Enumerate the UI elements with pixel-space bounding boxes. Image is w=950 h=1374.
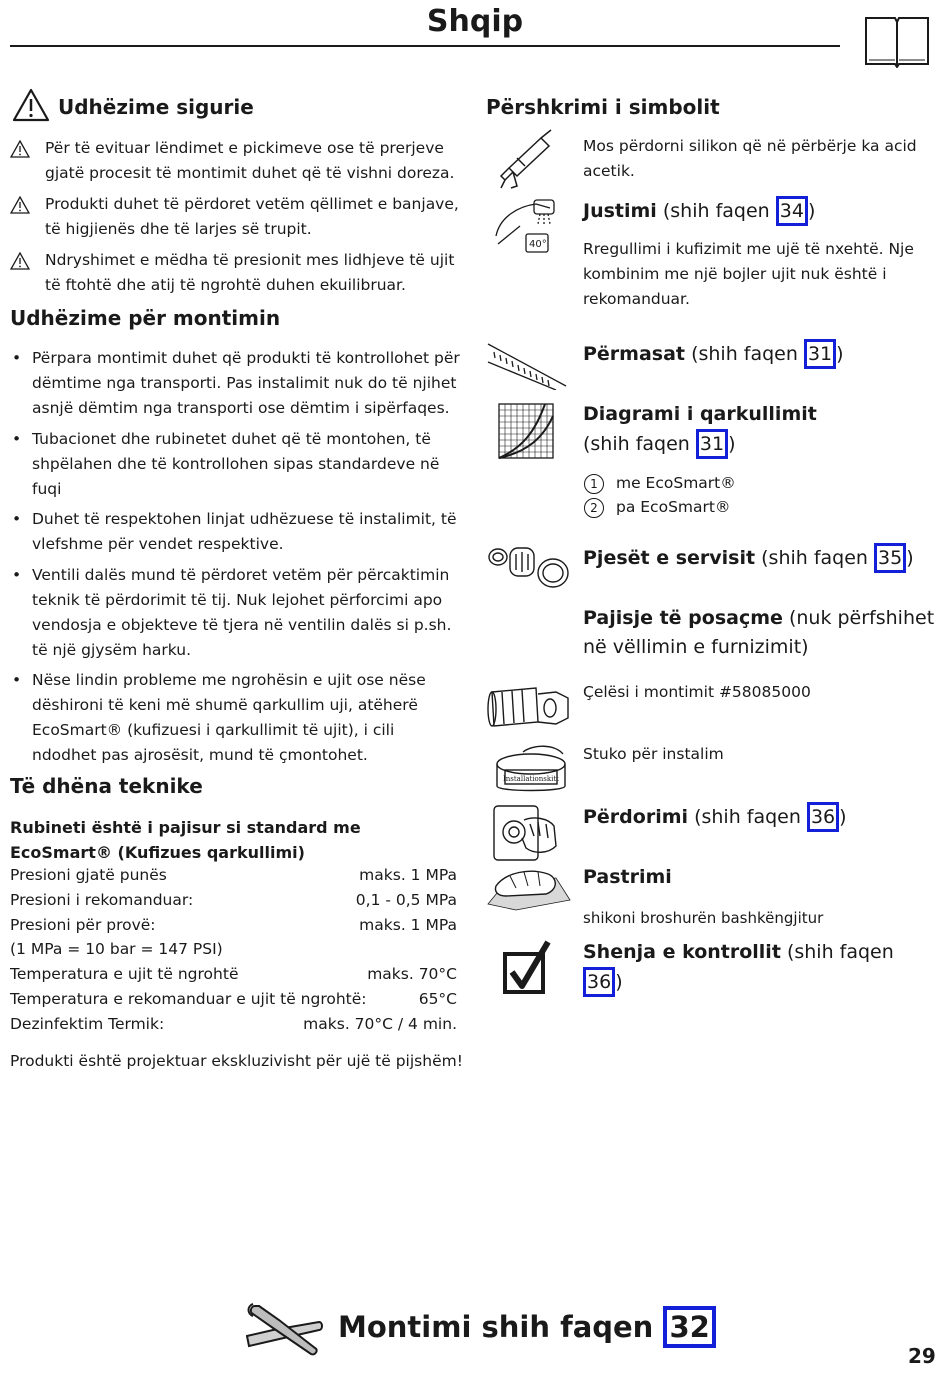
safety-item-text: Ndryshimet e mëdha të presionit mes lidhjeve të ujit të ftohtë dhe atij të ngrohtë duhen ekuilibruar. [45,251,455,294]
page-number: 29 [908,1344,936,1368]
tools-icon [243,1300,325,1360]
safety-item [10,136,460,186]
warning-icon [10,252,30,270]
checkmark-icon [502,940,552,996]
check-title: Shenja e kontrollit (shih faqen 36 ) [583,938,928,997]
list-item-text: Nëse lindin probleme me ngrohësin e ujit ose nëse dëshironi të keni më shumë qarkullim uji, atëherë EcoSmart® (kufizuesi i qarkullimit të ujit), i cili ndodhet pas ajrosësit, mund të çmontohet. [32,671,426,764]
list-item [12,427,460,502]
assembly-heading: Udhëzime për montimin [10,306,281,330]
silicone-gun-icon [495,128,555,190]
dimensions-title: Përmasat (shih faqen 31 ) [583,339,844,369]
list-item [12,346,460,421]
ruler-icon [486,338,568,390]
page-link-36[interactable]: 36 [807,802,839,832]
bullet: • [12,430,22,448]
legend-number: 2 [584,498,604,518]
technical-subheading: Rubineti është i pajisur si standard me EcoSmart® (Kufizues qarkullimi) [10,818,361,862]
list-item-text: Përpara montimit duhet që produkti të kontrollohet për dëmtime nga transporti. Pas instalimit nuk do të njihet asnjë dëmtim nga transporti ose dëmtim i sipërfaqes. [32,349,460,417]
adjust-text: Rregullimi i kufizimit me ujë të nxehtë. Nje kombinim me një bojler ujit nuk është i rekomanduar. [583,240,914,308]
spec-row: Temperatura e ujit të ngrohtë maks. 70°C [10,965,457,983]
spec-row: (1 MPa = 10 bar = 147 PSI) [10,940,223,958]
bullet: • [12,349,22,367]
operation-title: Përdorimi (shih faqen 36 ) [583,802,847,832]
page-link-35[interactable]: 35 [874,543,906,573]
silicone-text: Mos përdorni silikon që në përbërje ka acid acetik. [583,137,917,180]
list-item [12,668,460,768]
page-title: Shqip [426,4,524,39]
warning-icon [12,88,50,122]
technical-note: Produkti është projektuar ekskluzivisht për ujë të pijshëm! [10,1052,463,1070]
flow-legend [584,471,736,519]
safety-item-text: Për të evituar lëndimet e pickimeve ose të prerjeve gjatë procesit të montimit duhet që të vishni doreza. [45,139,455,182]
technical-heading: Të dhëna teknike [10,774,203,798]
safety-item [10,192,460,242]
spec-row: Dezinfektim Termik: maks. 70°C / 4 min. [10,1015,457,1033]
assembly-key-icon [486,680,572,734]
page-link-32[interactable]: 32 [663,1306,715,1348]
spec-row: Presioni i rekomanduar: 0,1 - 0,5 MPa [10,891,457,909]
page-link-31[interactable]: 31 [696,429,728,459]
putty-can-label: Installationskitt [503,775,559,783]
safety-heading: Udhëzime sigurie [58,95,254,119]
thermo-display: 40° [529,239,547,250]
list-item-text: Tubacionet dhe rubinetet duhet që të montohen, të shpëlahen dhe të kontrollohen sipas standardeve në fuqi [32,430,440,498]
list-item [12,563,460,663]
safety-item-text: Produkti duhet të përdoret vetëm qëllimet e banjave, të higjienës dhe të larjes së trupit. [45,195,459,238]
adjust-title: Justimi (shih faqen 34 ) [583,196,815,226]
putty-text: Stuko për instalim [583,745,724,763]
putty-can-icon [493,742,571,798]
operation-hand-icon [490,802,560,864]
legend-number: 1 [584,474,604,494]
list-item [12,507,460,557]
safety-item [10,248,460,298]
bullet: • [12,566,22,584]
warning-icon [10,196,30,214]
spare-parts-icon [486,540,572,590]
header-rule [10,45,840,47]
key-text: Çelësi i montimit #58085000 [583,683,811,701]
warning-icon [10,140,30,158]
spec-row: Presioni gjatë punës maks. 1 MPa [10,866,457,884]
temperature-adjust-icon [490,196,560,256]
cleaning-title: Pastrimi [583,866,672,888]
list-item-text: Duhet të respektohen linjat udhëzuese të instalimit, të vlefshme për vendet respektive. [32,510,457,553]
bullet: • [12,671,22,689]
list-item-text: Ventili dalës mund të përdoret vetëm për përcaktimin teknik të përdorimit të tij. Nuk lejohet përforcimi apo vendosja e objekteve të tjera në ventilin dalës si p.sh. të një gjysëm harku. [32,566,452,659]
flow-diagram-icon [497,402,555,460]
list-item: 2 pa EcoSmart® [584,495,736,519]
spec-row: Temperatura e rekomanduar e ujit të ngrohtë: 65°C [10,990,457,1008]
footer-assembly-link: Montimi shih faqen 32 [338,1306,716,1348]
bullet: • [12,510,22,528]
symbols-heading: Përshkrimi i simbolit [486,95,720,119]
page-link-34[interactable]: 34 [776,196,808,226]
page-link-31[interactable]: 31 [804,339,836,369]
special-title: Pajisje të posaçme (nuk përfshihet në vëllimin e furnizimit) [583,607,935,658]
list-item: 1 me EcoSmart® [584,471,736,495]
page-link-36[interactable]: 36 [583,967,615,997]
cleaning-cloth-icon [486,864,572,914]
spare-title: Pjesët e servisit (shih faqen 35 ) [583,543,914,573]
manual-book-icon [864,14,930,68]
cleaning-text: shikoni broshurën bashkëngjitur [583,909,824,927]
spec-row: Presioni për provë: maks. 1 MPa [10,916,457,934]
flow-title: Diagrami i qarkullimit (shih faqen 31 ) [583,400,817,459]
